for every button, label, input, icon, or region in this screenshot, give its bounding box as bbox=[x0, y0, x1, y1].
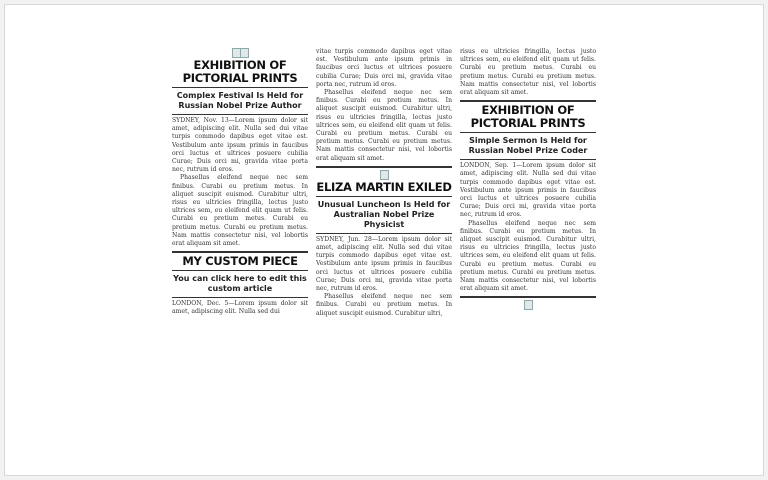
column-1 bbox=[172, 48, 308, 378]
headline[interactable]: MY CUSTOM PIECE bbox=[182, 254, 298, 269]
divider bbox=[460, 100, 596, 102]
newspaper bbox=[172, 48, 596, 378]
paragraph: SYDNEY, Jun. 28—Lorem ipsum dolor sit amet, adipiscing elit. Nulla sed dui vitae turpis commodo dapibus eget vitae est. Vestibulum ante ipsum primis in faucibus orci luctus et ultrices posuere cubilia Curae; Duis orci mi, gravida vitae porta nec, rutrum id eros. bbox=[316, 235, 452, 293]
paragraph: vitae turpis commodo dapibus eget vitae est. Vestibulum ante ipsum primis in faucibus orci luctus et ultrices posuere cubilia Curae; Duis orci mi, gravida vitae porta nec, rutrum id eros. bbox=[316, 48, 452, 88]
divider bbox=[316, 166, 452, 168]
article-body-continued[interactable] bbox=[316, 48, 452, 163]
subheadline[interactable]: Unusual Luncheon Is Held for Australian Nobel Prize Physicist bbox=[317, 199, 451, 229]
broken-image-icon bbox=[380, 170, 389, 179]
headline[interactable]: EXHIBITION OF PICTORIAL PRINTS bbox=[470, 103, 586, 131]
subheadline[interactable]: Complex Festival Is Held for Russian Nobel Prize Author bbox=[176, 91, 304, 110]
broken-image-icon bbox=[524, 300, 533, 309]
divider bbox=[460, 132, 596, 133]
divider bbox=[172, 270, 308, 271]
paragraph: risus eu ultricies fringilla, lectus justo ultrices sem, eu eleifend elit quam ut felis. Curabi eu pretium metus. Curabi eu pretium metus. Curabi eu pretium metus. Nam mattis consectetur nisi, vel lobortis erat aliquam sit amet. bbox=[460, 48, 596, 97]
paragraph: LONDON, Sep. 1—Lorem ipsum dolor sit amet, adipiscing elit. Nulla sed dui vitae turpis commodo dapibus eget vitae est. Vestibulum ante ipsum primis in faucibus orci luctus et ultrices posuere cubilia Curae; Duis orci mi, gravida vitae porta nec, rutrum id eros. bbox=[460, 162, 596, 219]
paragraph: Phasellus eleifend neque nec sem finibus. Curabi eu pretium metus. In aliquet suscipit euismod. Curabitur ultri, risus eu ultricies fringilla, lectus justo ultrices sem, eu eleifend elit quam ut felis. Curabi eu pretium metus. Curabi eu pretium metus. Curabi eu pretium metus. Nam mattis consectetur nisi, vel lobortis erat aliquam sit amet. bbox=[460, 219, 596, 293]
paragraph: Phasellus eleifend neque nec sem finibus. Curabi eu pretium metus. In aliquet suscipit euismod. Curabitur ultri, risus eu ultricies fringilla, lectus justo ultrices sem, eu eleifend elit quam ut felis. Curabi eu pretium metus. Curabi eu pretium metus. Curabi eu pretium metus. Nam mattis consectetur nisi, vel lobortis erat aliquam sit amet. bbox=[172, 174, 308, 248]
article-body[interactable] bbox=[460, 162, 596, 293]
divider bbox=[172, 114, 308, 115]
paragraph: SYDNEY, Nov. 13—Lorem ipsum dolor sit amet, adipiscing elit. Nulla sed dui vitae turpis commodo dapibus eget vitae est. Vestibulum ante ipsum primis in faucibus orci luctus et ultrices posuere cubilia Curae; Duis orci mi, gravida vitae porta nec, rutrum id eros. bbox=[172, 117, 308, 174]
divider bbox=[460, 296, 596, 298]
divider bbox=[316, 233, 452, 234]
paragraph: Phasellus eleifend neque nec sem finibus. Curabi eu pretium metus. In aliquet suscipit euismod. Curabitur ultri, risus eu ultricies fringilla, lectus justo ultrices sem, eu eleifend elit quam ut felis. Curabi eu pretium metus. Curabi eu pretium metus. Curabi eu pretium metus. Nam mattis consectetur nisi, vel lobortis erat aliquam sit amet. bbox=[316, 89, 452, 162]
subheadline[interactable]: Simple Sermon Is Held for Russian Nobel Prize Coder bbox=[468, 136, 588, 156]
article-body[interactable] bbox=[172, 300, 308, 316]
subheadline[interactable]: You can click here to edit this custom article bbox=[173, 274, 307, 294]
headline[interactable]: EXHIBITION OF PICTORIAL PRINTS bbox=[182, 58, 298, 85]
article-body-continued[interactable] bbox=[460, 48, 596, 97]
divider bbox=[172, 251, 308, 253]
divider bbox=[460, 159, 596, 160]
column-2 bbox=[316, 48, 452, 378]
article-body[interactable] bbox=[172, 117, 308, 248]
paragraph: LONDON, Dec. 5—Lorem ipsum dolor sit amet, adipiscing elit. Nulla sed dui bbox=[172, 300, 308, 316]
paragraph: Phasellus eleifend neque nec sem finibus. Curabi eu pretium metus. In aliquet suscipit euismod. Curabitur ultri, bbox=[316, 293, 452, 317]
column-3 bbox=[460, 48, 596, 378]
article-body[interactable] bbox=[316, 236, 452, 318]
divider bbox=[172, 297, 308, 298]
headline[interactable]: ELIZA MARTIN EXILED bbox=[316, 179, 452, 194]
divider bbox=[172, 87, 308, 88]
broken-image-icon bbox=[232, 48, 248, 57]
divider bbox=[316, 196, 452, 197]
